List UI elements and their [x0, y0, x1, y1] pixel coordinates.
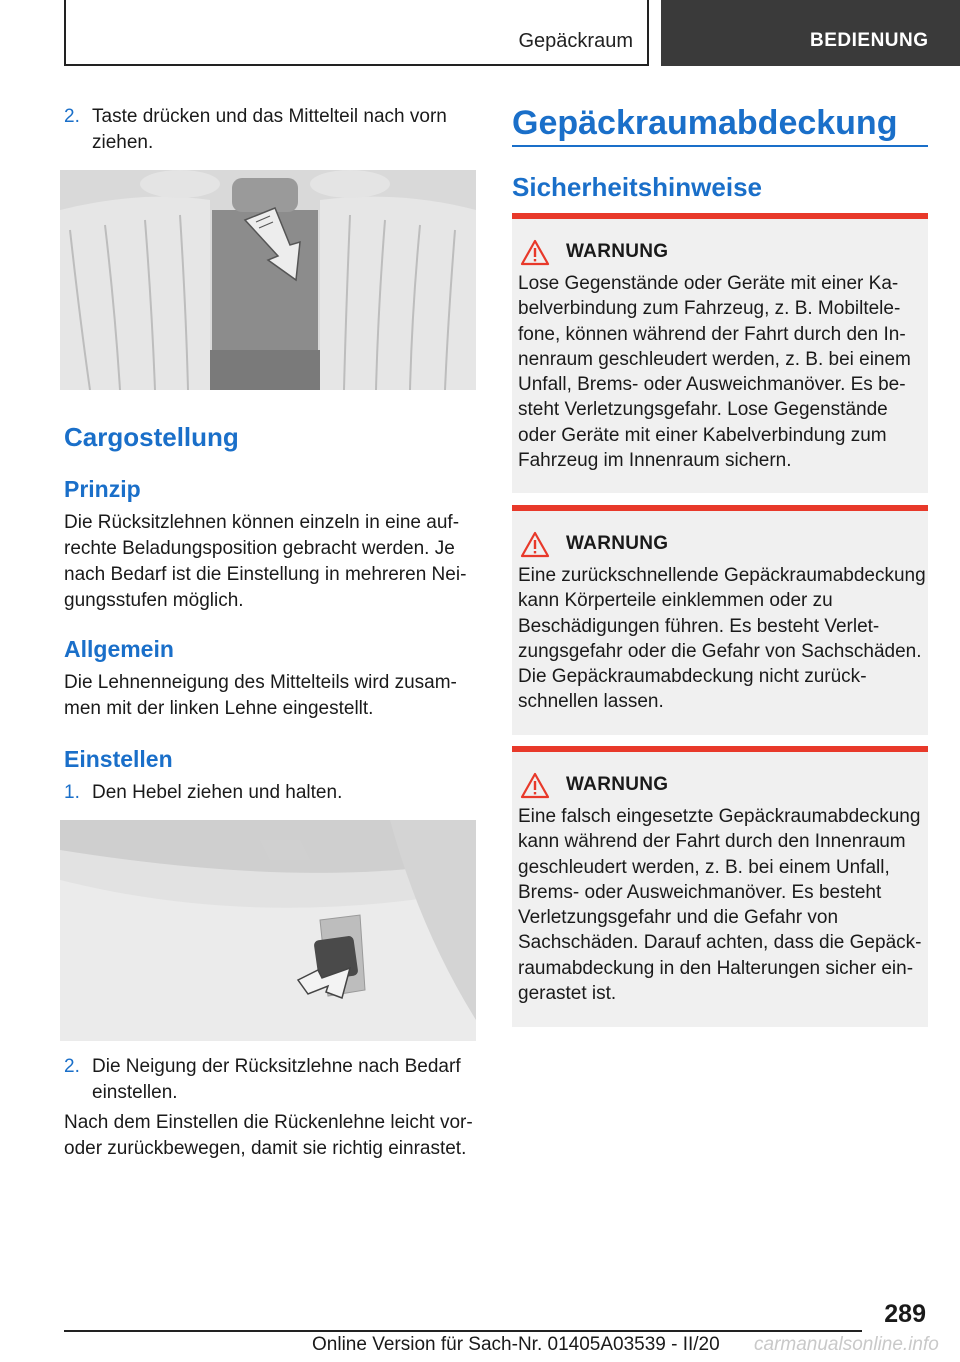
- heading-prinzip: Prinzip: [64, 476, 141, 502]
- heading-cargostellung: Cargostellung: [64, 422, 239, 452]
- footer-rule: [64, 1330, 862, 1332]
- warning-triangle-icon: [520, 239, 550, 267]
- warning-label: WARNUNG: [566, 774, 669, 795]
- rear-seat-illustration: [60, 170, 476, 390]
- lever-illustration: [60, 820, 476, 1041]
- rear-seat-figure: [60, 170, 476, 390]
- header-section-box: [64, 0, 649, 66]
- heading-gepaeckraumabdeckung: Gepäckraumabdeckung: [512, 104, 898, 142]
- step-text: Taste drücken und das Mittelteil nach vorn ziehen.: [92, 106, 447, 153]
- paragraph-note: Nach dem Einstellen die Rückenlehne leicht vor- oder zurückbewegen, damit sie richtig einrastet.: [64, 1112, 473, 1159]
- lever-figure: [60, 820, 476, 1041]
- warning-box: [512, 746, 928, 1027]
- step-text: Den Hebel ziehen und halten.: [92, 782, 343, 803]
- header-chapter-box: [661, 0, 960, 66]
- header-section-title: Gepäckraum: [518, 30, 633, 52]
- warning-triangle-icon: [520, 772, 550, 800]
- warning-label: WARNUNG: [566, 241, 669, 262]
- heading-allgemein: Allgemein: [64, 636, 174, 662]
- warning-label: WARNUNG: [566, 533, 669, 554]
- heading-rule: [512, 145, 928, 147]
- heading-sicherheitshinweise: Sicherheitshinweise: [512, 172, 762, 202]
- page-number: 289: [884, 1300, 926, 1328]
- footer-online-version: Online Version für Sach-Nr. 01405A03539 - II/20: [312, 1334, 720, 1355]
- warning-text: Lose Gegenstände oder Geräte mit einer Kabelverbindung zum Fahrzeug, z. B. Mobiltelefone, können während der Fahrt durch den Innenraum geschleudert werden, z. B. bei einem Unfall, Brems- oder Ausweichmanöver. Es besteht Verletzungsgefahr. Lose Gegenstände oder Geräte mit einer Kabelverbindung zum Fahrzeug im Innenraum sichern.: [518, 273, 911, 472]
- heading-einstellen: Einstellen: [64, 746, 173, 772]
- header-chapter-title: BEDIENUNG: [810, 30, 929, 51]
- paragraph-allgemein: Die Lehnenneigung des Mittelteils wird zusammen mit der linken Lehne eingestellt.: [64, 672, 457, 719]
- paragraph-prinzip: Die Rücksitzlehnen können einzeln in eine aufrechte Beladungsposition gebracht werden. Je nach Bedarf ist die Einstellung in mehreren Neigungsstufen möglich.: [64, 512, 467, 611]
- step-text: Die Neigung der Rücksitzlehne nach Bedarf einstellen.: [92, 1056, 461, 1103]
- step-number: 2.: [64, 1056, 80, 1077]
- step-number: 1.: [64, 782, 80, 803]
- warning-box: [512, 213, 928, 493]
- step-number: 2.: [64, 106, 80, 127]
- warning-box: [512, 505, 928, 735]
- warning-triangle-icon: [520, 531, 550, 559]
- warning-text: Eine zurückschnellende Gepäckraumabdeckung kann Körperteile einklemmen oder zu Beschädigungen führen. Es besteht Verletzungsgefahr oder die Gefahr von Sachschäden. Die Gepäckraumabdeckung nicht zurückschnellen lassen.: [518, 565, 926, 713]
- warning-text: Eine falsch eingesetzte Gepäckraumabdeckung kann während der Fahrt durch den Innenraum geschleudert werden, z. B. bei einem Unfall, Brems- oder Ausweichmanöver. Es besteht Verletzungsgefahr und die Gefahr von Sachschäden. Darauf achten, dass die Gepäckraumabdeckung in den Halterungen sicher eingerastet ist.: [518, 806, 922, 1005]
- watermark-text: carmanualsonline.info: [754, 1334, 939, 1355]
